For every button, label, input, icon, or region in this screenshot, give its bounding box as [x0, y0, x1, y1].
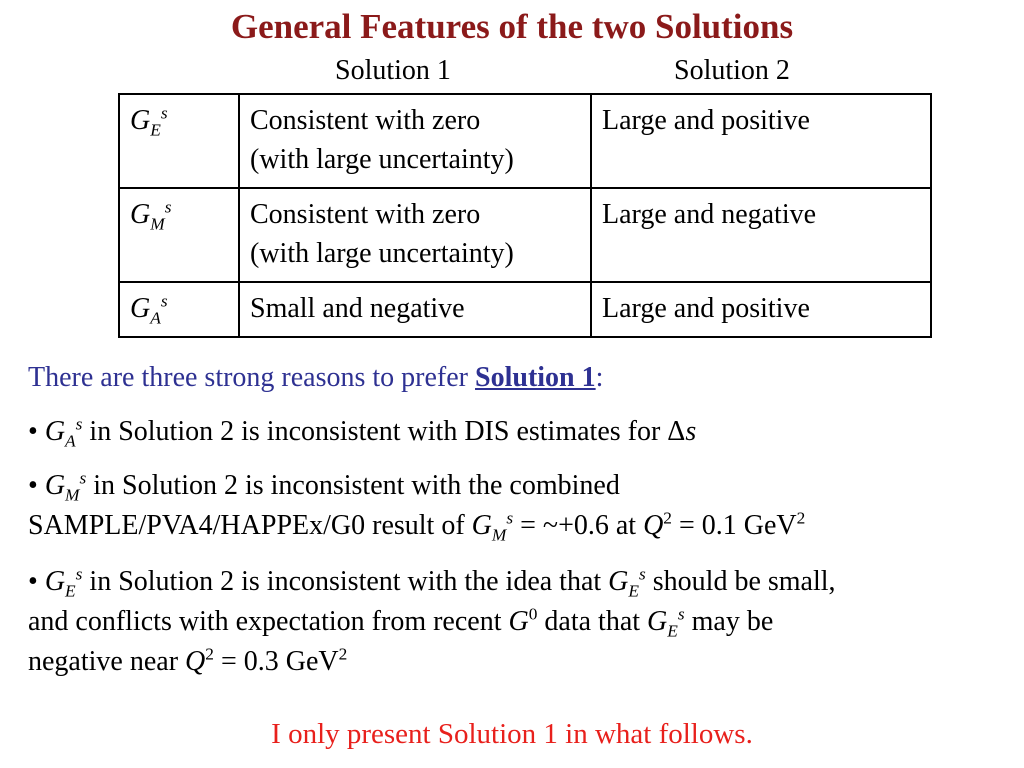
- form-factor-superscript: s: [79, 468, 87, 488]
- form-factor-subscript: M: [150, 214, 165, 234]
- value-text: = ~+0.6 at: [513, 510, 644, 541]
- features-table: [118, 93, 932, 338]
- solution-2-cell: Large and positive: [591, 94, 931, 188]
- form-factor-subscript: E: [667, 621, 678, 641]
- form-factor-subscript: E: [65, 581, 76, 601]
- form-factor-cell: [119, 188, 239, 282]
- form-factor-subscript: E: [150, 120, 161, 140]
- q-value: = 0.3 GeV: [213, 646, 339, 677]
- solution-1-cell: Small and negative: [239, 282, 591, 337]
- form-factor-symbol: G: [44, 566, 66, 597]
- q-value: = 0.1 GeV: [671, 510, 797, 541]
- conclusion-text: I only present Solution 1 in what follows.: [271, 718, 753, 750]
- bullet-text: and conflicts with expectation from recent: [28, 606, 509, 637]
- reason-bullet: [28, 466, 1018, 546]
- form-factor-symbol: G: [647, 606, 668, 637]
- form-factor-superscript: s: [506, 508, 514, 528]
- solution-2-cell: Large and negative: [591, 188, 931, 282]
- bullet-text: data that: [537, 606, 648, 637]
- reason-bullet: [28, 412, 1018, 452]
- bullet-text: should be small,: [645, 566, 836, 597]
- form-factor-symbol: G: [130, 105, 151, 136]
- reason-bullet: [28, 562, 1018, 682]
- solution-1-emphasis: Solution 1: [475, 362, 596, 393]
- bullet-text: may be: [684, 606, 774, 637]
- table-row: [119, 188, 931, 282]
- form-factor-symbol: G: [44, 470, 66, 501]
- bullet-marker: •: [28, 566, 38, 597]
- reasons-section: [28, 358, 1018, 682]
- form-factor-symbol: G: [608, 566, 629, 597]
- gev-exponent: 2: [796, 508, 806, 528]
- form-factor-subscript: A: [65, 431, 76, 451]
- form-factor-symbol: G: [130, 293, 151, 324]
- solution-1-text-cont: (with large uncertainty): [250, 238, 514, 269]
- q-exponent: 2: [663, 508, 672, 528]
- form-factor-cell: [119, 94, 239, 188]
- form-factor-superscript: s: [677, 604, 685, 624]
- form-factor-symbol: G: [44, 416, 66, 447]
- gev-exponent: 2: [338, 644, 348, 664]
- q-variable: Q: [185, 646, 206, 677]
- form-factor-superscript: s: [160, 291, 168, 311]
- strange-quark-variable: s: [685, 416, 697, 447]
- bullet-text-cont: SAMPLE/PVA4/HAPPEx/G0 result of: [28, 510, 472, 541]
- q-variable: Q: [643, 510, 664, 541]
- q-exponent: 2: [205, 644, 214, 664]
- form-factor-subscript: A: [150, 308, 161, 328]
- solution-1-text: Consistent with zero: [250, 199, 481, 230]
- bullet-marker: •: [28, 416, 38, 447]
- form-factor-subscript: E: [628, 581, 640, 601]
- page-title: General Features of the two Solutions: [230, 7, 794, 46]
- bullet-text: in Solution 2 is inconsistent with DIS estimates for: [82, 416, 668, 447]
- solution-1-cell: [239, 94, 591, 188]
- bullet-marker: •: [28, 470, 38, 501]
- form-factor-symbol: G: [130, 199, 151, 230]
- solution-1-text-cont: (with large uncertainty): [250, 144, 514, 175]
- column-header-solution-1: Solution 1: [335, 55, 451, 86]
- table-row: [119, 282, 931, 337]
- column-header-solution-2: Solution 2: [674, 55, 790, 86]
- intro-line: [28, 358, 1018, 398]
- table-row: [119, 94, 931, 188]
- form-factor-superscript: s: [160, 103, 168, 123]
- bullet-text: negative near: [28, 646, 186, 677]
- form-factor-superscript: s: [639, 564, 646, 584]
- bullet-text: in Solution 2 is inconsistent with the combined: [86, 470, 620, 501]
- intro-suffix: :: [595, 362, 604, 393]
- form-factor-superscript: s: [164, 197, 172, 217]
- form-factor-subscript: M: [65, 485, 80, 505]
- intro-text: There are three strong reasons to prefer: [28, 362, 476, 393]
- form-factor-subscript: M: [491, 525, 507, 545]
- bullet-text: in Solution 2 is inconsistent with the idea that: [82, 566, 609, 597]
- delta-symbol: Δ: [667, 416, 686, 447]
- form-factor-superscript: s: [75, 414, 83, 434]
- form-factor-superscript: s: [75, 564, 83, 584]
- solution-1-cell: [239, 188, 591, 282]
- form-factor-symbol: G: [471, 510, 492, 541]
- g0-variable: G: [508, 606, 529, 637]
- solution-1-text: Consistent with zero: [250, 105, 481, 136]
- g0-exponent: 0: [528, 604, 538, 624]
- form-factor-cell: [119, 282, 239, 337]
- solution-2-cell: Large and positive: [591, 282, 931, 337]
